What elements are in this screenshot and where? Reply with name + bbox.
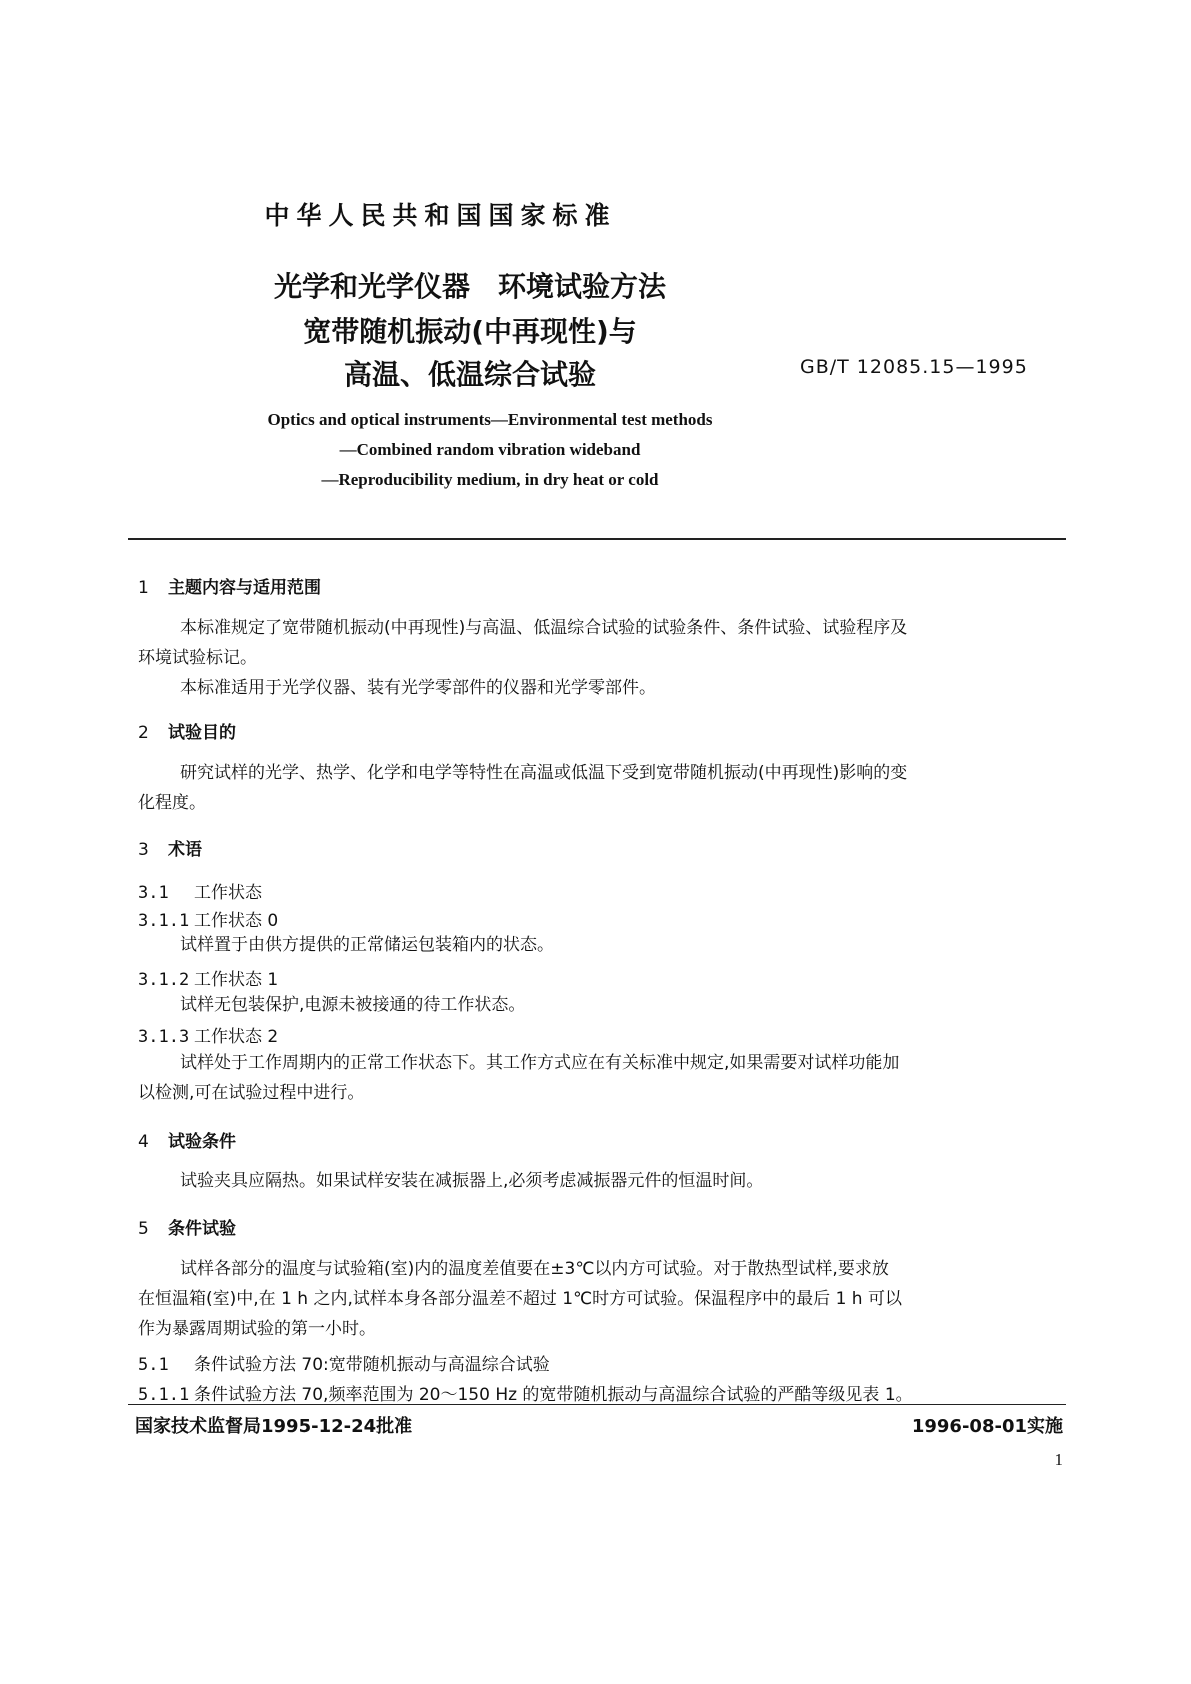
section-5-paragraph-1-cont-1: 在恒温箱(室)中,在 1 h 之内,试样本身各部分温差不超过 1℃时方可试验。保温程序中的最后 1 h 可以: [138, 1289, 902, 1309]
section-2-heading: [138, 718, 236, 743]
english-title-line-1: Optics and optical instruments—Environmental test methods: [267, 410, 713, 429]
clause-number: 5.1.1: [138, 1385, 190, 1405]
standard-code: GB/T 12085.15—1995: [800, 356, 1028, 378]
clause-number: 3.1.1: [138, 911, 190, 931]
section-number: 1: [138, 578, 149, 598]
clause-number: 3.1: [138, 883, 169, 903]
section-number: 4: [138, 1132, 149, 1152]
clause-3-1-3-text: 试样处于工作周期内的正常工作状态下。其工作方式应在有关标准中规定,如果需要对试样功能加: [180, 1053, 900, 1073]
section-title: 试验目的: [168, 723, 236, 743]
clause-number: 3.1.3: [138, 1027, 190, 1047]
clause-3-1-3: [138, 1022, 278, 1047]
clause-title: 工作状态 0: [194, 911, 279, 931]
section-5-heading: [138, 1214, 236, 1239]
clause-title: 工作状态: [194, 883, 262, 903]
title-line-2: 宽带随机振动(中再现性)与: [303, 315, 637, 348]
clause-3-1-1-text: 试样置于由供方提供的正常储运包装箱内的状态。: [180, 935, 554, 955]
clause-3-1-1: [138, 906, 278, 931]
section-number: 5: [138, 1219, 149, 1239]
title-line-1: 光学和光学仪器 环境试验方法: [273, 270, 666, 303]
section-1-paragraph-1: 本标准规定了宽带随机振动(中再现性)与高温、低温综合试验的试验条件、条件试验、试验程序及: [180, 618, 908, 638]
clause-5-1: [138, 1350, 550, 1375]
clause-3-1-2: [138, 965, 278, 990]
section-1-paragraph-1-cont: 环境试验标记。: [138, 648, 257, 668]
section-title: 术语: [168, 840, 202, 860]
page-number: 1: [1054, 1450, 1063, 1469]
clause-5-1-1: [138, 1380, 1068, 1405]
section-number: 3: [138, 840, 149, 860]
section-4-heading: [138, 1127, 236, 1152]
section-title: 条件试验: [168, 1219, 236, 1239]
section-5-paragraph-1: 试样各部分的温度与试验箱(室)内的温度差值要在±3℃以内方可试验。对于散热型试样,要求放: [180, 1259, 889, 1279]
clause-3-1-3-text-cont: 以检测,可在试验过程中进行。: [138, 1083, 365, 1103]
clause-title: 工作状态 1: [194, 970, 279, 990]
english-title-line-3: —Reproducibility medium, in dry heat or cold: [321, 470, 659, 489]
section-1-heading: [138, 573, 321, 598]
section-2-paragraph-1: 研究试样的光学、热学、化学和电学等特性在高温或低温下受到宽带随机振动(中再现性)影响的变: [180, 763, 908, 783]
section-2-paragraph-1-cont: 化程度。: [138, 793, 206, 813]
title-line-3: 高温、低温综合试验: [343, 358, 596, 391]
national-standard-heading: 中华人民共和国国家标准: [264, 201, 617, 230]
clause-3-1-2-text: 试样无包装保护,电源未被接通的待工作状态。: [180, 995, 526, 1015]
clause-title: 工作状态 2: [194, 1027, 279, 1047]
section-4-paragraph-1: 试验夹具应隔热。如果试样安装在减振器上,必须考虑减振器元件的恒温时间。: [180, 1171, 764, 1191]
clause-3-1: [138, 878, 262, 903]
section-3-heading: [138, 835, 202, 860]
english-title-line-2: —Combined random vibration wideband: [339, 440, 641, 459]
clause-number: 5.1: [138, 1355, 169, 1375]
section-title: 主题内容与适用范围: [168, 578, 321, 598]
clause-text: 条件试验方法 70,频率范围为 20～150 Hz 的宽带随机振动与高温综合试验的严酷等级见表 1。: [194, 1385, 913, 1405]
implementation-date: 1996-08-01实施: [911, 1416, 1063, 1437]
section-5-paragraph-1-cont-2: 作为暴露周期试验的第一小时。: [138, 1319, 376, 1339]
clause-number: 3.1.2: [138, 970, 190, 990]
approval-info: 国家技术监督局1995-12-24批准: [135, 1416, 413, 1437]
clause-text: 条件试验方法 70:宽带随机振动与高温综合试验: [194, 1355, 550, 1375]
section-1-paragraph-2: 本标准适用于光学仪器、装有光学零部件的仪器和光学零部件。: [180, 678, 656, 698]
header-divider: [128, 538, 1066, 540]
section-number: 2: [138, 723, 149, 743]
section-title: 试验条件: [168, 1132, 236, 1152]
footer-divider: [128, 1404, 1066, 1405]
